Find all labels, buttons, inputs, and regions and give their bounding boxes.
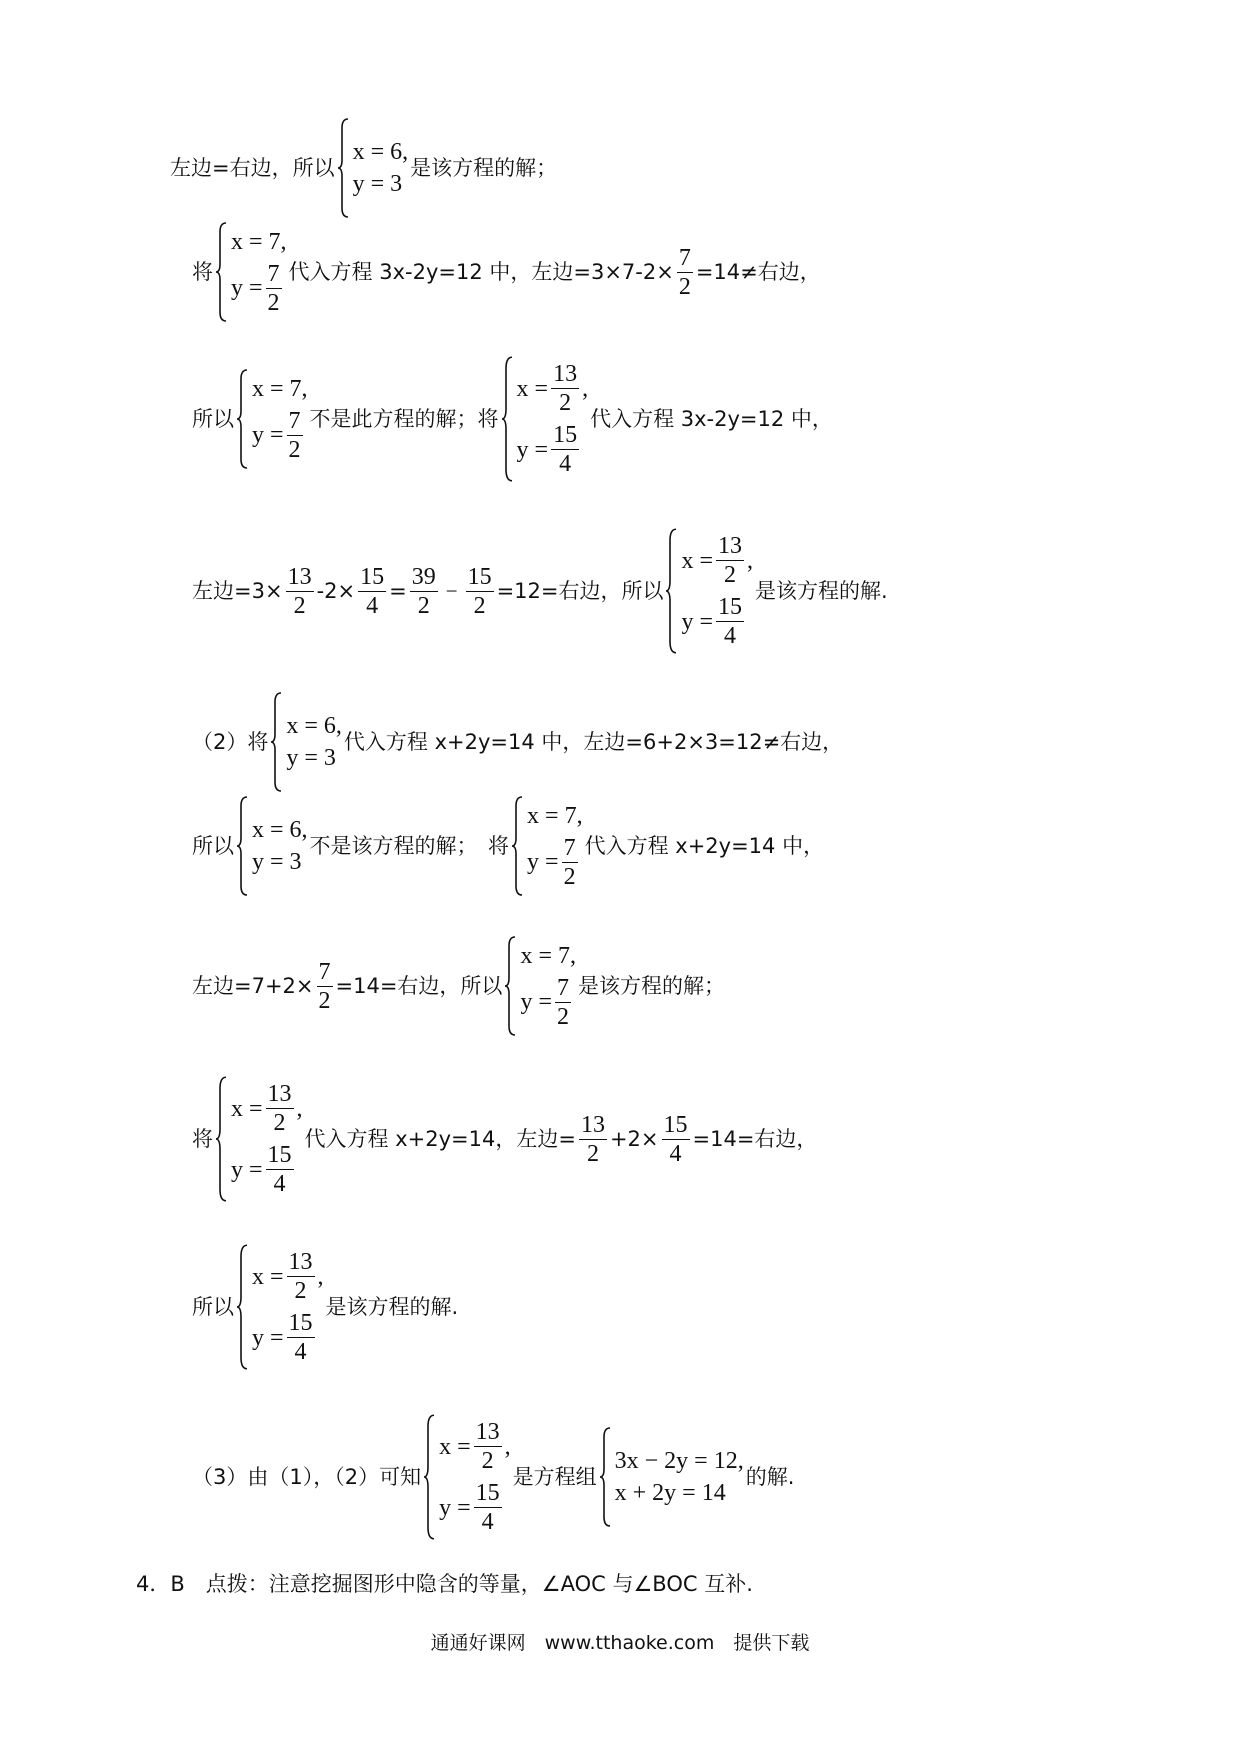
fraction (677, 246, 693, 299)
solution-line-8 (192, 1076, 817, 1202)
equation-system (236, 796, 308, 896)
equation-system (337, 118, 409, 218)
text: 将 (192, 259, 213, 284)
text: 左边=3× (192, 578, 283, 603)
equation-row: x = 7, (527, 802, 583, 829)
denominator: 4 (366, 592, 379, 619)
text: -2× (316, 578, 356, 603)
equation-row: x = 6, (352, 139, 409, 165)
fraction (466, 565, 494, 618)
numerator: 7 (556, 974, 569, 1001)
denominator: 2 (293, 592, 306, 619)
fraction (551, 423, 579, 476)
fraction (474, 1420, 502, 1473)
fraction (716, 534, 744, 587)
denominator: 2 (294, 1278, 307, 1304)
denominator: 4 (669, 1140, 682, 1167)
left-brace-icon (665, 528, 677, 654)
denominator: 2 (273, 1110, 286, 1136)
eq-lhs: x = (681, 547, 714, 574)
fraction (662, 1113, 690, 1166)
left-brace-icon (511, 796, 523, 896)
numerator: 13 (287, 563, 312, 590)
footer: 通通好课网 www.tthaoke.com 提供下载 (430, 1632, 810, 1654)
comma: , (296, 1095, 303, 1122)
equation-row (231, 262, 287, 315)
denominator: 4 (559, 451, 572, 477)
numerator: 15 (267, 1142, 292, 1168)
numerator: 13 (267, 1081, 292, 1107)
fraction (317, 960, 333, 1013)
denominator: 2 (288, 436, 301, 463)
fraction (286, 565, 314, 618)
text: =12=右边，所以 (496, 578, 664, 603)
equation-system (423, 1414, 511, 1540)
equation-system (215, 222, 287, 322)
comma: , (582, 375, 589, 402)
fraction (555, 976, 571, 1029)
equation-system (236, 1244, 324, 1370)
comma: , (504, 1433, 511, 1460)
text: 左边=7+2× (192, 973, 314, 998)
equation-row: x + 2y = 14 (614, 1480, 726, 1506)
equation-row (517, 362, 589, 415)
left-brace-icon (423, 1414, 435, 1540)
denominator: 4 (481, 1509, 494, 1535)
minus-sign: − (445, 578, 458, 603)
equation-row: 3x − 2y = 12, (614, 1448, 744, 1474)
text: = (389, 578, 407, 603)
equation-row: x = 7, (252, 375, 308, 402)
equation-row: x = 7, (520, 942, 576, 969)
eq-lhs: y = (520, 989, 552, 1015)
left-brace-icon (501, 356, 513, 482)
text: +2× (609, 1126, 659, 1151)
equation-system (511, 796, 583, 896)
equation-row (527, 836, 583, 889)
solution-line-9 (192, 1244, 458, 1370)
numerator: 13 (475, 1419, 500, 1445)
denominator: 2 (563, 863, 576, 890)
eq-lhs: y = (439, 1494, 471, 1521)
equation-system (270, 692, 342, 792)
denominator: 4 (273, 1171, 286, 1197)
text: 代入方程 x+2y=14，左边= (304, 1126, 576, 1151)
denominator: 2 (417, 592, 430, 619)
numerator: 13 (553, 361, 578, 387)
fraction (358, 565, 386, 618)
fraction (287, 409, 303, 462)
text: 代入方程 3x-2y=12 中， (590, 406, 833, 431)
text: 的解. (745, 1464, 795, 1489)
equation-row (681, 534, 753, 587)
text: 代入方程 3x-2y=12 中，左边=3×7-2× (288, 259, 674, 284)
numerator: 13 (580, 1111, 605, 1138)
solution-line-1 (170, 118, 557, 218)
text: 是该方程的解. (325, 1294, 459, 1319)
text: 是该方程的解； (410, 155, 558, 180)
solution-line-5 (192, 692, 843, 792)
solution-line-4 (192, 528, 888, 654)
text: 不是该方程的解； 将 (309, 833, 510, 858)
denominator: 4 (724, 623, 737, 649)
comma: , (317, 1263, 324, 1290)
equation-system (215, 1076, 303, 1202)
fraction (287, 1311, 315, 1364)
text: 代入方程 x+2y=14 中，左边=6+2×3=12≠右边， (343, 729, 844, 754)
text: 所以 (192, 406, 234, 431)
equation-row (517, 423, 589, 476)
solution-line-3 (192, 356, 833, 482)
fraction (716, 595, 744, 648)
equation-row (520, 976, 576, 1029)
text: 将 (192, 1126, 213, 1151)
denominator: 2 (559, 390, 572, 416)
text: =14=右边，所以 (335, 973, 503, 998)
text: 4．B 点拨：注意挖掘图形中隐含的等量，∠AOC 与∠BOC 互补. (136, 1572, 753, 1596)
fraction (474, 1481, 502, 1534)
text: =14≠右边， (695, 259, 821, 284)
left-brace-icon (236, 796, 248, 896)
numerator: 7 (288, 407, 301, 434)
eq-lhs: y = (252, 422, 284, 448)
text: 是方程组 (512, 1464, 597, 1489)
equation-system (665, 528, 753, 654)
denominator: 2 (724, 562, 737, 588)
eq-lhs: y = (231, 1156, 263, 1183)
numerator: 15 (467, 563, 492, 590)
equation-row (439, 1420, 511, 1473)
denominator: 4 (294, 1339, 307, 1365)
fraction (551, 362, 579, 415)
eq-lhs: y = (516, 436, 549, 463)
numerator: 7 (563, 834, 576, 861)
text: 是该方程的解； (577, 973, 725, 998)
equation-row (231, 1143, 303, 1196)
text: （2）将 (192, 729, 269, 754)
equation-row: y = 3 (252, 849, 302, 875)
numerator: 7 (267, 260, 280, 287)
fraction (562, 836, 578, 889)
numerator: 13 (718, 533, 743, 559)
numerator: 15 (475, 1480, 500, 1506)
answer-line-4 (136, 1574, 753, 1595)
numerator: 15 (553, 422, 578, 448)
comma: , (747, 547, 754, 574)
numerator: 13 (288, 1249, 313, 1275)
eq-lhs: y = (252, 1324, 284, 1351)
equation-system (501, 356, 589, 482)
solution-line-7 (192, 936, 725, 1036)
eq-lhs: x = (516, 375, 549, 402)
equation-row (252, 409, 308, 462)
numerator: 15 (288, 1310, 313, 1336)
equation-row (231, 1082, 303, 1135)
left-brace-icon (599, 1427, 611, 1527)
left-brace-icon (504, 936, 516, 1036)
solution-line-10 (192, 1414, 794, 1540)
numerator: 39 (411, 563, 436, 590)
fraction (266, 1143, 294, 1196)
equation-system (504, 936, 576, 1036)
text: 代入方程 x+2y=14 中， (584, 833, 825, 858)
equation-row: x = 7, (231, 228, 287, 255)
eq-lhs: y = (527, 849, 559, 875)
equation-row (252, 1311, 324, 1364)
text: 不是此方程的解；将 (309, 406, 499, 431)
equation-row: y = 3 (286, 745, 336, 771)
denominator: 2 (267, 289, 280, 316)
fraction (579, 1113, 607, 1166)
left-brace-icon (215, 222, 227, 322)
numerator: 15 (360, 563, 385, 590)
denominator: 2 (473, 592, 486, 619)
denominator: 2 (318, 987, 331, 1014)
denominator: 2 (678, 273, 691, 300)
equation-system (236, 369, 308, 469)
text: =14=右边， (692, 1126, 818, 1151)
fraction (266, 262, 282, 315)
equation-row: y = 3 (352, 171, 403, 197)
solution-line-6 (192, 796, 824, 896)
left-brace-icon (236, 1244, 248, 1370)
equation-row: x = 6, (286, 713, 342, 739)
left-brace-icon (270, 692, 282, 792)
text: 所以 (192, 1294, 234, 1319)
denominator: 2 (586, 1140, 599, 1167)
equation-row (439, 1481, 511, 1534)
equation-row (252, 1250, 324, 1303)
fraction (287, 1250, 315, 1303)
eq-lhs: x = (439, 1433, 471, 1460)
left-brace-icon (215, 1076, 227, 1202)
left-brace-icon (236, 369, 248, 469)
text: 所以 (192, 833, 234, 858)
eq-lhs: y = (231, 275, 263, 301)
text: （3）由（1），（2）可知 (192, 1464, 422, 1489)
numerator: 7 (678, 244, 691, 271)
fraction (410, 565, 438, 618)
numerator: 7 (318, 958, 331, 985)
denominator: 2 (556, 1003, 569, 1030)
eq-lhs: y = (681, 608, 714, 635)
equation-system (599, 1427, 744, 1527)
eq-lhs: x = (252, 1263, 284, 1290)
equation-row: x = 6, (252, 817, 308, 843)
denominator: 2 (481, 1448, 494, 1474)
numerator: 15 (718, 594, 743, 620)
text: 左边=右边，所以 (170, 155, 335, 180)
eq-lhs: x = (231, 1095, 263, 1122)
equation-row (681, 595, 753, 648)
left-brace-icon (337, 118, 349, 218)
fraction (266, 1082, 294, 1135)
numerator: 15 (663, 1111, 688, 1138)
solution-line-2 (192, 222, 821, 322)
text: 是该方程的解. (755, 578, 888, 603)
